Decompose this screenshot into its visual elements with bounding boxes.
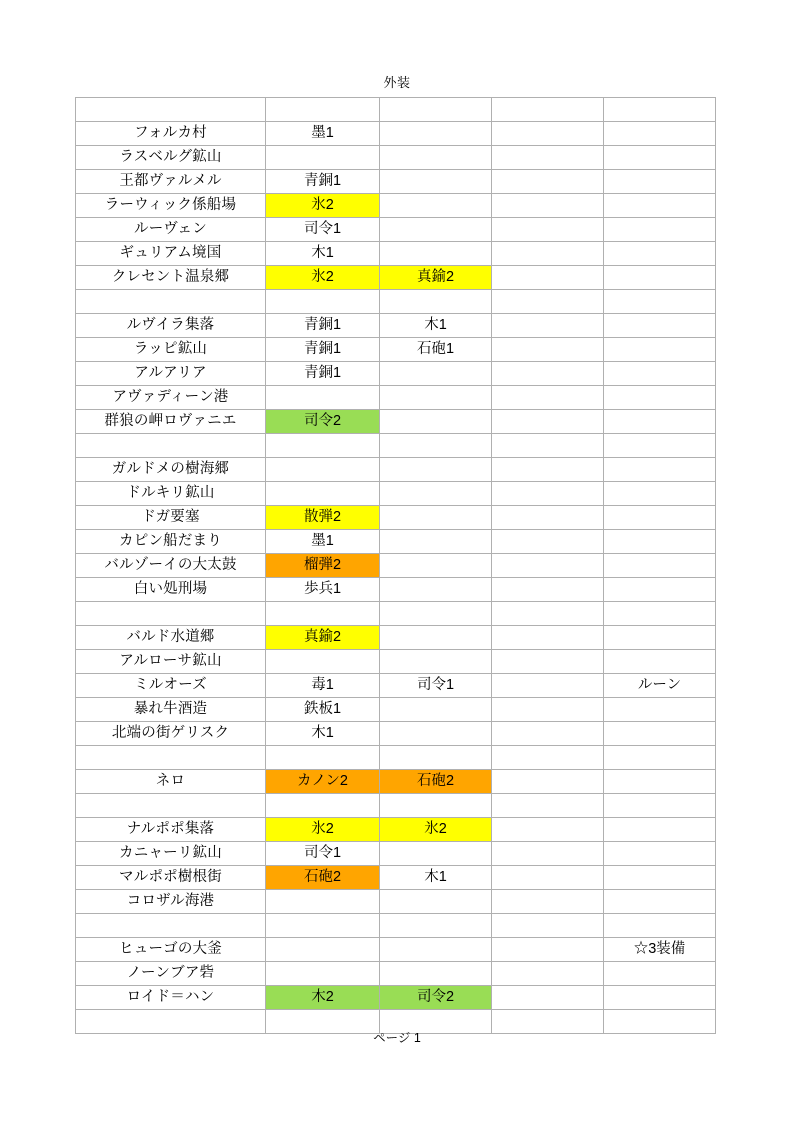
table-cell-value	[266, 458, 380, 482]
table-cell-value	[380, 98, 492, 122]
table-cell-value	[266, 434, 380, 458]
table-cell-value	[380, 410, 492, 434]
table-cell-location: ドルキリ鉱山	[76, 482, 266, 506]
table-cell-value: 木1	[380, 314, 492, 338]
table-cell-location	[76, 746, 266, 770]
table-cell-value	[492, 746, 604, 770]
table-cell-value: 木1	[266, 722, 380, 746]
table-cell-value	[380, 602, 492, 626]
table-cell-value	[604, 578, 716, 602]
table-cell-value	[492, 170, 604, 194]
table-cell-value: 木1	[266, 242, 380, 266]
table-cell-value	[604, 698, 716, 722]
table-cell-location: ミルオーズ	[76, 674, 266, 698]
table-cell-location: ノーンブア砦	[76, 962, 266, 986]
table-cell-value	[380, 626, 492, 650]
table-cell-value	[604, 914, 716, 938]
table-cell-value: 真鍮2	[380, 266, 492, 290]
table-row	[76, 962, 716, 986]
table-cell-location: ルーヴェン	[76, 218, 266, 242]
table-cell-value	[492, 506, 604, 530]
table-cell-value: 真鍮2	[266, 626, 380, 650]
table-cell-location: フォルカ村	[76, 122, 266, 146]
table-cell-value	[492, 314, 604, 338]
table-cell-value	[380, 698, 492, 722]
table-cell-value	[380, 434, 492, 458]
table-row	[76, 242, 716, 266]
table-row	[76, 938, 716, 962]
table-cell-value	[266, 794, 380, 818]
table-cell-value	[604, 242, 716, 266]
table-row	[76, 386, 716, 410]
table-cell-value	[492, 122, 604, 146]
table-cell-value	[604, 170, 716, 194]
table-row	[76, 122, 716, 146]
table-cell-value	[604, 818, 716, 842]
table-row	[76, 554, 716, 578]
table-row	[76, 794, 716, 818]
table-cell-value	[380, 914, 492, 938]
table-cell-value: ルーン	[604, 674, 716, 698]
table-cell-value	[266, 746, 380, 770]
table-cell-value: 氷2	[380, 818, 492, 842]
table-row	[76, 722, 716, 746]
page-footer: ページ 1	[373, 1031, 421, 1045]
table-cell-value: 石砲2	[266, 866, 380, 890]
table-cell-location: カニャーリ鉱山	[76, 842, 266, 866]
table-cell-location	[76, 434, 266, 458]
table-cell-value	[380, 506, 492, 530]
table-cell-value	[604, 722, 716, 746]
table-cell-value: 青銅1	[266, 170, 380, 194]
table-cell-value: 木2	[266, 986, 380, 1010]
table-cell-value	[492, 458, 604, 482]
table-cell-location: 王都ヴァルメル	[76, 170, 266, 194]
table-cell-value	[604, 290, 716, 314]
table-cell-value	[380, 194, 492, 218]
table-cell-value	[492, 290, 604, 314]
table-cell-value	[380, 458, 492, 482]
table-row	[76, 458, 716, 482]
table-row	[76, 578, 716, 602]
table-cell-value: 青銅1	[266, 314, 380, 338]
table-cell-value	[266, 650, 380, 674]
table-row	[76, 914, 716, 938]
table-cell-value	[604, 194, 716, 218]
table-cell-value	[492, 698, 604, 722]
table-cell-value	[380, 746, 492, 770]
table-cell-value	[604, 482, 716, 506]
table-cell-value	[266, 962, 380, 986]
table-cell-location: アルローサ鉱山	[76, 650, 266, 674]
table-cell-value: 司令2	[266, 410, 380, 434]
table-cell-value	[604, 530, 716, 554]
table-cell-value: 散弾2	[266, 506, 380, 530]
table-cell-value: 毒1	[266, 674, 380, 698]
table-cell-value	[604, 386, 716, 410]
table-cell-value	[492, 962, 604, 986]
table-cell-value: 榴弾2	[266, 554, 380, 578]
table-cell-value: 氷2	[266, 818, 380, 842]
table-cell-value	[492, 986, 604, 1010]
table-cell-value	[492, 410, 604, 434]
table-cell-value	[380, 938, 492, 962]
table-cell-value: 石砲2	[380, 770, 492, 794]
table-cell-location: アルアリア	[76, 362, 266, 386]
table-row	[76, 986, 716, 1010]
table-cell-location: ガルドメの樹海郷	[76, 458, 266, 482]
table-cell-location: バルド水道郷	[76, 626, 266, 650]
page-title: 外装	[383, 75, 411, 90]
table-cell-value	[492, 434, 604, 458]
table-cell-value	[266, 146, 380, 170]
table-cell-location: マルポポ樹根街	[76, 866, 266, 890]
table-cell-value	[604, 770, 716, 794]
table-row	[76, 626, 716, 650]
table-cell-value	[266, 602, 380, 626]
table-cell-value	[380, 794, 492, 818]
table-row	[76, 314, 716, 338]
table-cell-value	[604, 458, 716, 482]
table-cell-value: 司令1	[380, 674, 492, 698]
table-cell-location: ルヴイラ集落	[76, 314, 266, 338]
table-cell-value	[380, 722, 492, 746]
table-cell-value	[604, 506, 716, 530]
table-cell-value	[604, 362, 716, 386]
table-cell-value	[604, 626, 716, 650]
table-cell-location: ナルポポ集落	[76, 818, 266, 842]
table-row	[76, 698, 716, 722]
table-row	[76, 338, 716, 362]
table-cell-value	[266, 290, 380, 314]
table-cell-value	[492, 602, 604, 626]
table-cell-value	[266, 482, 380, 506]
table-row	[76, 194, 716, 218]
table-cell-location: ネロ	[76, 770, 266, 794]
table-cell-location: ラーウィック係船場	[76, 194, 266, 218]
table-cell-location: 北端の街ゲリスク	[76, 722, 266, 746]
table-cell-value	[266, 98, 380, 122]
table-cell-value	[492, 482, 604, 506]
table-row	[76, 674, 716, 698]
table-cell-location: バルゾーイの大太鼓	[76, 554, 266, 578]
table-row	[76, 266, 716, 290]
table-row	[76, 506, 716, 530]
table-cell-value	[604, 746, 716, 770]
table-row	[76, 602, 716, 626]
table-cell-value	[266, 386, 380, 410]
table-cell-location: アヴァディーン港	[76, 386, 266, 410]
table-cell-value	[604, 266, 716, 290]
table-cell-value: ☆3装備	[604, 938, 716, 962]
table-cell-value: 青銅1	[266, 338, 380, 362]
table-row	[76, 146, 716, 170]
table-cell-value	[492, 722, 604, 746]
table-row	[76, 890, 716, 914]
table-cell-value	[380, 218, 492, 242]
table-cell-value	[266, 914, 380, 938]
table-cell-value	[604, 962, 716, 986]
table-cell-value	[604, 866, 716, 890]
table-cell-value	[604, 554, 716, 578]
table-cell-value	[266, 938, 380, 962]
table-cell-location: ラッピ鉱山	[76, 338, 266, 362]
table-cell-value: 墨1	[266, 530, 380, 554]
table-row	[76, 770, 716, 794]
table-cell-value	[492, 674, 604, 698]
table-cell-value	[492, 866, 604, 890]
table-cell-value	[604, 986, 716, 1010]
table-cell-value	[492, 890, 604, 914]
table-row	[76, 866, 716, 890]
table-cell-value	[492, 194, 604, 218]
table-cell-location: クレセント温泉郷	[76, 266, 266, 290]
spreadsheet-table-container	[75, 97, 715, 1034]
table-cell-value	[492, 530, 604, 554]
table-cell-value	[492, 218, 604, 242]
table-cell-location: ラスベルグ鉱山	[76, 146, 266, 170]
table-cell-value	[492, 362, 604, 386]
table-cell-value	[492, 578, 604, 602]
table-cell-value	[604, 338, 716, 362]
table-cell-location: カピン船だまり	[76, 530, 266, 554]
table-cell-value	[380, 122, 492, 146]
table-cell-value	[492, 650, 604, 674]
table-cell-location	[76, 290, 266, 314]
table-row	[76, 170, 716, 194]
table-cell-location: 白い処刑場	[76, 578, 266, 602]
table-cell-value: 青銅1	[266, 362, 380, 386]
table-cell-value	[604, 146, 716, 170]
table-cell-value	[492, 146, 604, 170]
table-cell-value	[380, 962, 492, 986]
table-cell-location: 群狼の岬ロヴァニエ	[76, 410, 266, 434]
table-cell-value: 墨1	[266, 122, 380, 146]
table-cell-value: 司令2	[380, 986, 492, 1010]
table-cell-value	[380, 842, 492, 866]
table-cell-value: 木1	[380, 866, 492, 890]
table-row	[76, 746, 716, 770]
table-cell-value: 石砲1	[380, 338, 492, 362]
table-cell-value	[604, 890, 716, 914]
table-cell-value	[604, 410, 716, 434]
table-cell-location: ロイド＝ハン	[76, 986, 266, 1010]
table-cell-value	[492, 842, 604, 866]
table-cell-location	[76, 98, 266, 122]
table-row	[76, 98, 716, 122]
table-cell-value	[604, 434, 716, 458]
table-cell-value	[604, 650, 716, 674]
table-row	[76, 818, 716, 842]
table-row	[76, 650, 716, 674]
table-cell-location	[76, 794, 266, 818]
table-cell-value	[492, 338, 604, 362]
table-cell-value	[604, 842, 716, 866]
table-cell-location: ギュリアム境国	[76, 242, 266, 266]
table-cell-value: 氷2	[266, 266, 380, 290]
table-cell-value	[380, 290, 492, 314]
table-cell-value	[492, 818, 604, 842]
table-cell-value	[380, 242, 492, 266]
table-cell-value	[380, 650, 492, 674]
table-cell-value	[380, 554, 492, 578]
table-row	[76, 530, 716, 554]
table-row	[76, 842, 716, 866]
table-cell-value	[604, 794, 716, 818]
table-cell-value	[380, 482, 492, 506]
table-cell-value	[492, 914, 604, 938]
table-cell-value	[604, 218, 716, 242]
table-row	[76, 434, 716, 458]
table-cell-value	[380, 146, 492, 170]
table-cell-value	[380, 530, 492, 554]
table-row	[76, 482, 716, 506]
table-cell-value: 司令1	[266, 218, 380, 242]
table-cell-value	[492, 386, 604, 410]
table-row	[76, 362, 716, 386]
table-row	[76, 218, 716, 242]
table-cell-value	[492, 98, 604, 122]
table-cell-value	[492, 794, 604, 818]
table-cell-value	[604, 602, 716, 626]
table-cell-value	[492, 626, 604, 650]
table-cell-location: ヒューゴの大釜	[76, 938, 266, 962]
table-cell-value	[604, 98, 716, 122]
table-cell-value	[266, 890, 380, 914]
table-cell-value	[380, 170, 492, 194]
table-cell-location: ドガ要塞	[76, 506, 266, 530]
table-cell-value: 司令1	[266, 842, 380, 866]
table-cell-value	[492, 242, 604, 266]
table-cell-value	[492, 266, 604, 290]
table-cell-location	[76, 914, 266, 938]
table-cell-location	[76, 602, 266, 626]
table-cell-value	[492, 554, 604, 578]
table-row	[76, 290, 716, 314]
table-cell-value	[492, 770, 604, 794]
table-cell-value	[380, 578, 492, 602]
table-cell-location: 暴れ牛酒造	[76, 698, 266, 722]
table-cell-value	[380, 890, 492, 914]
table-cell-value	[380, 362, 492, 386]
table-cell-location: コロザル海港	[76, 890, 266, 914]
table-cell-value: 鉄板1	[266, 698, 380, 722]
table-cell-value	[380, 386, 492, 410]
table-cell-value	[604, 122, 716, 146]
spreadsheet-table	[75, 97, 716, 1034]
table-row	[76, 410, 716, 434]
table-cell-value	[604, 314, 716, 338]
table-cell-value: 歩兵1	[266, 578, 380, 602]
table-body	[76, 98, 716, 1034]
table-cell-value: カノン2	[266, 770, 380, 794]
table-cell-value	[492, 938, 604, 962]
table-cell-value: 氷2	[266, 194, 380, 218]
